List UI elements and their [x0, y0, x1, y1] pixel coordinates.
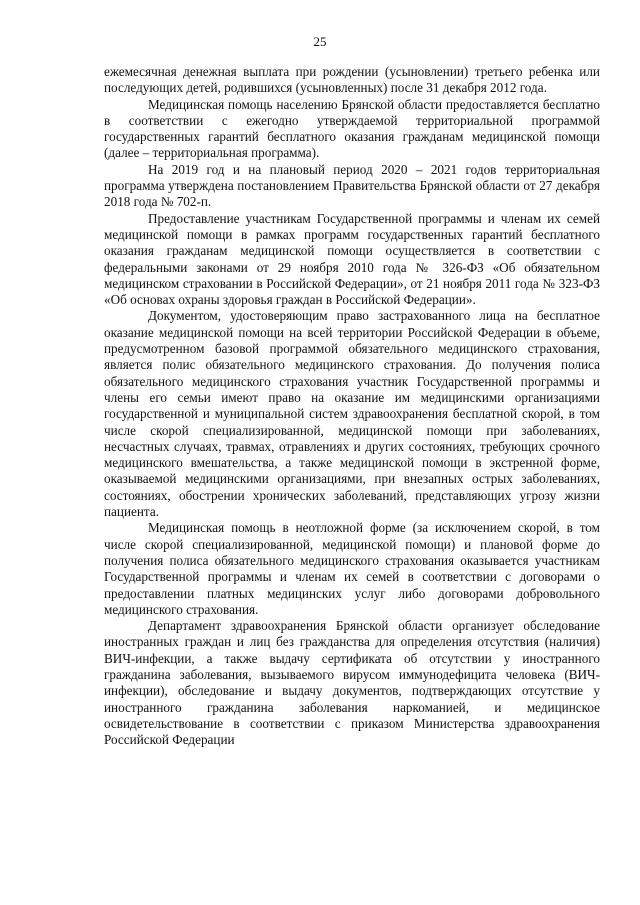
paragraph-insurance-policy: Документом, удостоверяющим право застрахованного лица на бесплатное оказание медицинской помощи на всей территории Российской Федерации в объеме, предусмотренном базовой программой обязательного медицинского страхования, является полис обязательного медицинского страхования. До получения полиса обязательного медицинского страхования участник Государственной программы и члены его семьи имеют право на оказание им медицинскими организациями государственной и муниципальной систем здравоохранения бесплатной скорой, в том числе скорой специализированной, медицинской помощи при заболеваниях, несчастных случаях, травмах, отравлениях и других состояниях, требующих срочного медицинского вмешательства, а также медицинской помощи в экстренной форме, оказываемой медицинскими организациями, при внезапных острых заболеваниях, состояниях, обострении хронических заболеваний, представляющих угрозу жизни пациента.	[104, 308, 600, 520]
paragraph-federal-laws: Предоставление участникам Государственной программы и членам их семей медицинской помощи в рамках программ государственных гарантий бесплатного оказания гражданам медицинской помощи осуществляется в соответствии с федеральными законами от 29 ноября 2010 года № 326-ФЗ «Об обязательном медицинском страховании в Российской Федерации», от 21 ноября 2011 года № 323-ФЗ «Об основах охраны здоровья граждан в Российской Федерации».	[104, 210, 600, 308]
paragraph-urgent-care: Медицинская помощь в неотложной форме (за исключением скорой, в том числе скорой специализированной, медицинской помощи) и плановой форме до получения полиса обязательного медицинского страхования оказывается участникам Государственной программы и членам их семей в соответствии с договорами о предоставлении платных медицинских услуг либо договорами добровольного медицинского страхования.	[104, 520, 600, 617]
paragraph-continuation: ежемесячная денежная выплата при рождении (усыновлении) третьего ребенка или последующих детей, родившихся (усыновленных) после 31 декабря 2012 года.	[104, 64, 600, 96]
paragraph-territorial-program: На 2019 год и на плановый период 2020 – 2021 годов территориальная программа утверждена постановлением Правительства Брянской области от 27 декабря 2018 года № 702-п.	[104, 161, 600, 210]
paragraph-health-department: Департамент здравоохранения Брянской области организует обследование иностранных граждан и лиц без гражданства для определения отсутствия (наличия) ВИЧ-инфекции, а также выдачу сертификата об отсутствии у иностранного гражданина заболевания, вызываемого вирусом иммунодефицита человека (ВИЧ-инфекции), обследование и выдачу документов, подтверждающих отсутствие у иностранного гражданина заболевания наркоманией, и медицинское освидетельствование в соответствии с приказом Министерства здравоохранения Российской Федерации	[104, 618, 600, 748]
document-body	[104, 64, 600, 748]
page-number: 25	[313, 34, 327, 49]
paragraph-medical-care: Медицинская помощь населению Брянской области предоставляется бесплатно в соответствии с ежегодно утверждаемой территориальной программой государственных гарантий бесплатного оказания гражданам медицинской помощи (далее – территориальная программа).	[104, 96, 600, 161]
